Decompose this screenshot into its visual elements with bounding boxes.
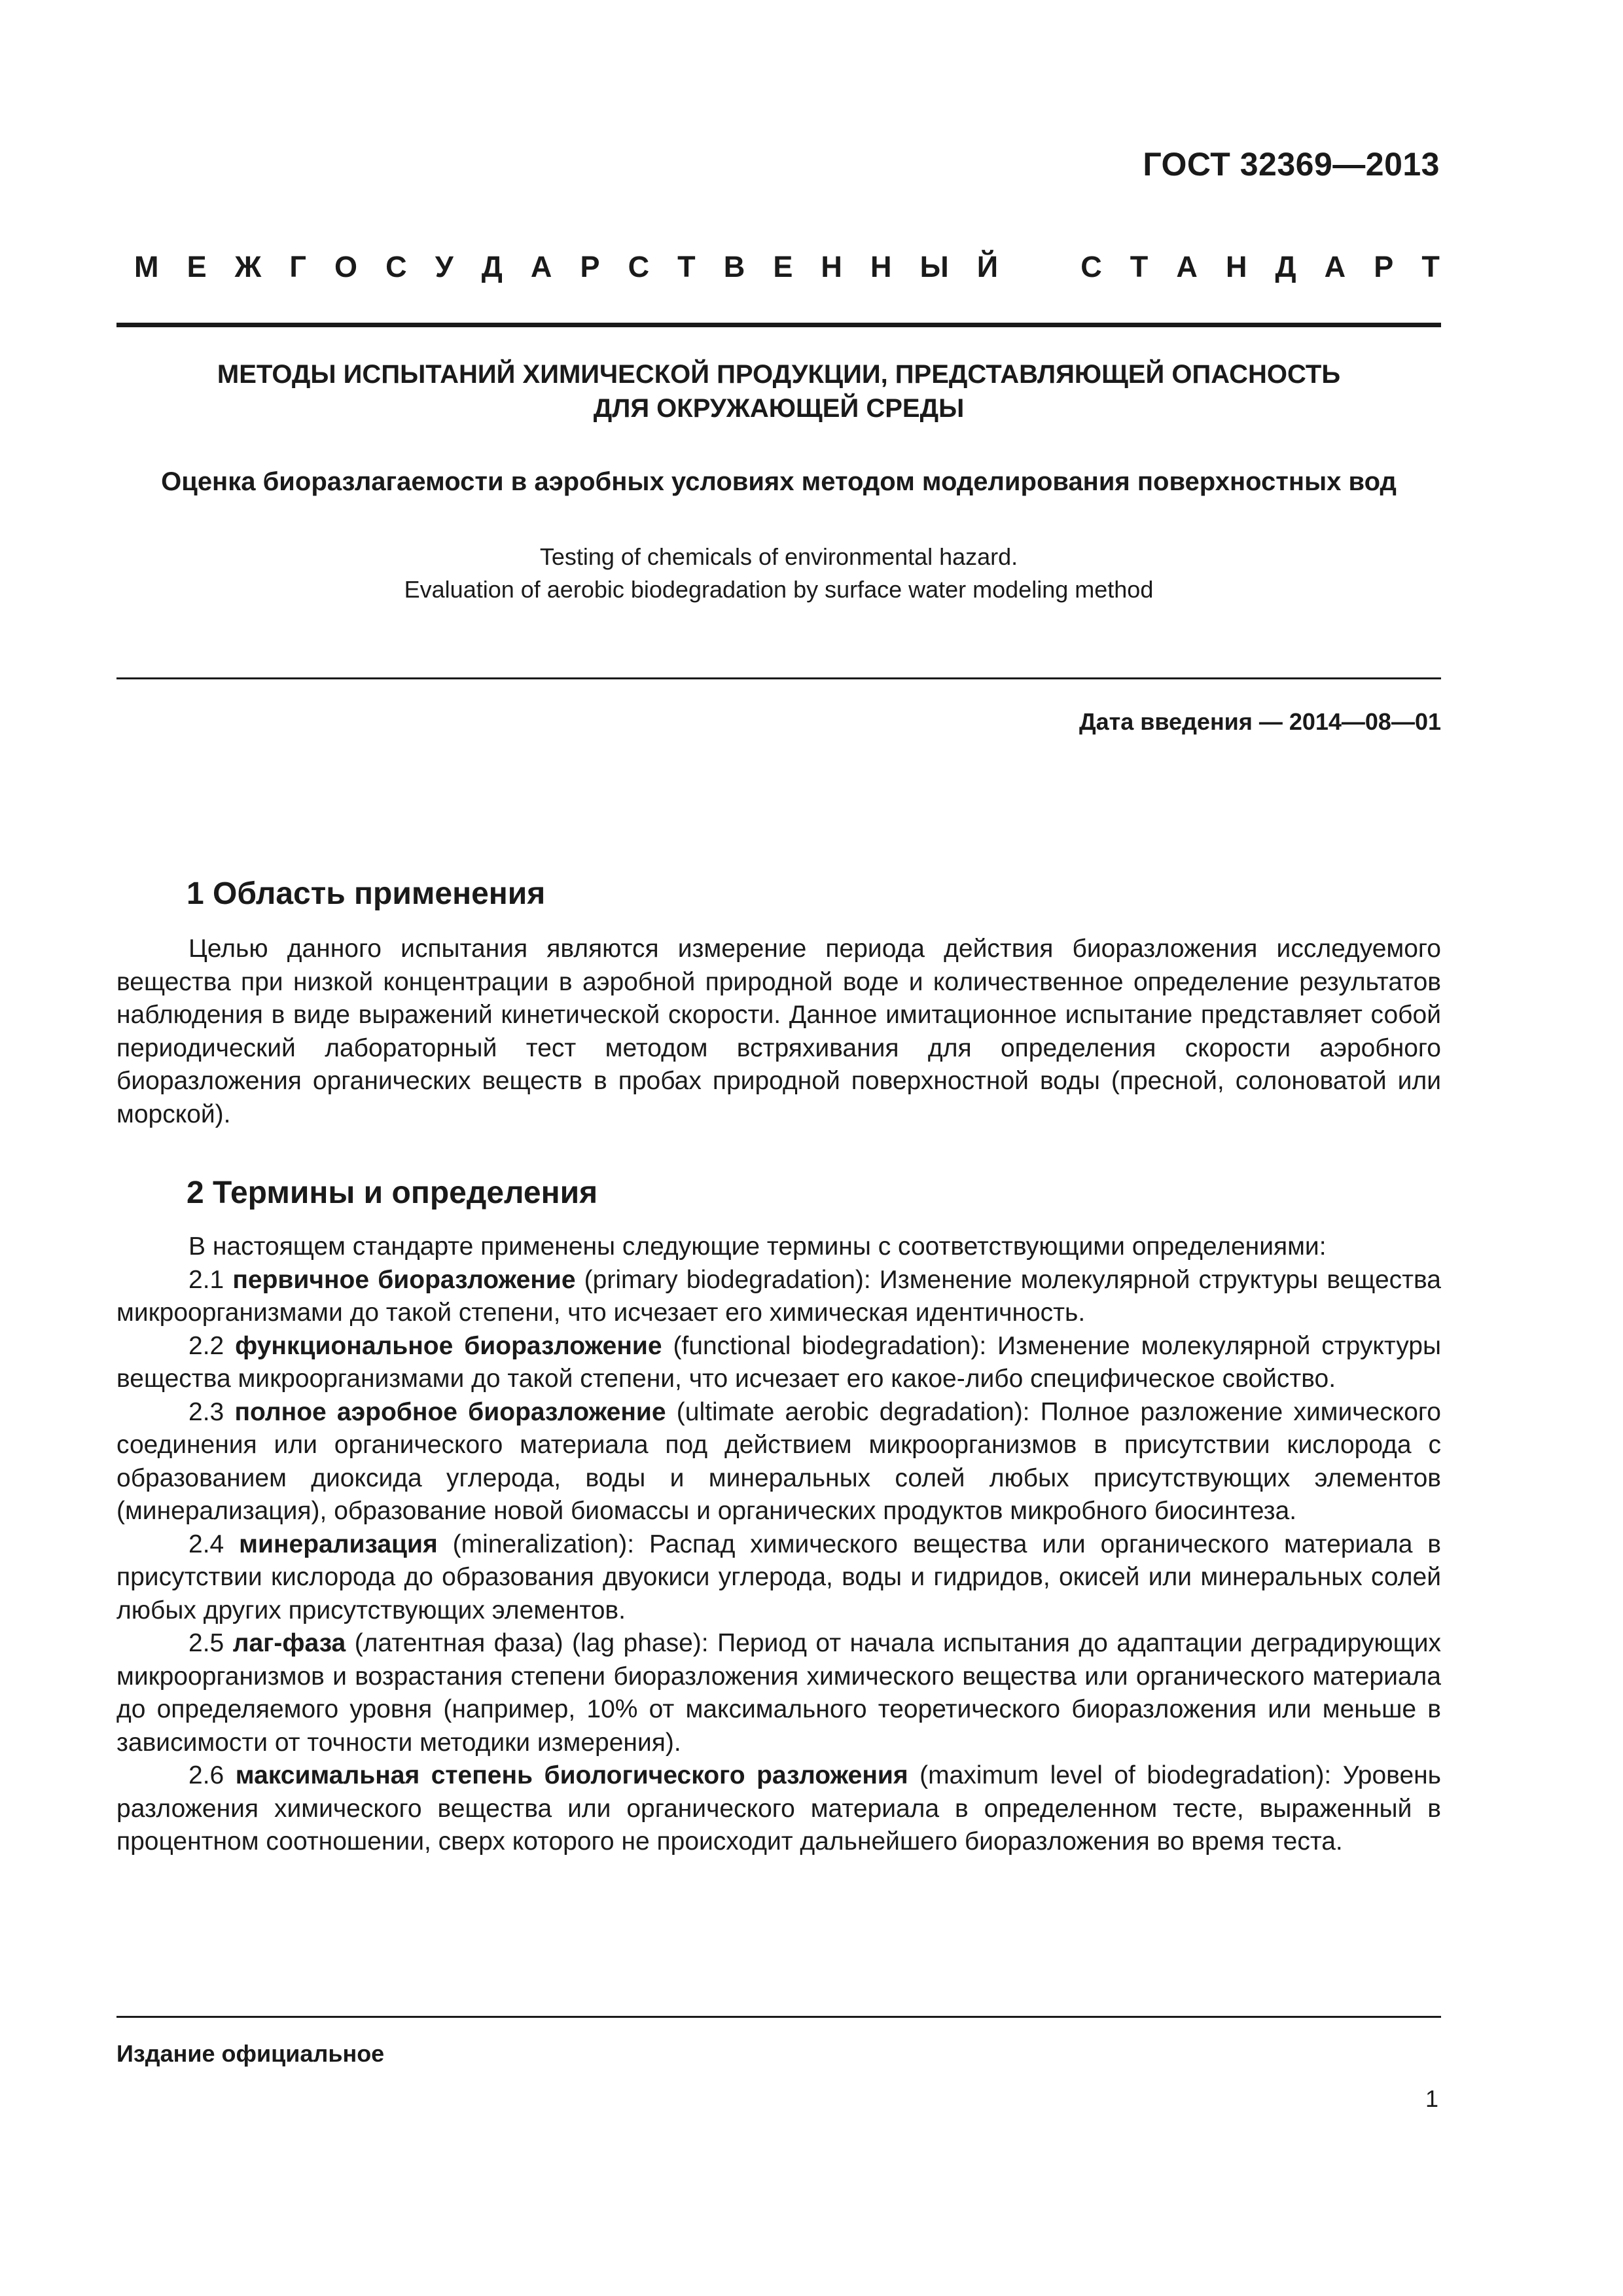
banner-letter: В	[723, 250, 745, 283]
banner-letter: Т	[1130, 250, 1149, 283]
banner-letter: Д	[481, 250, 503, 283]
banner-letter: Н	[821, 250, 842, 283]
term-number: 2.3	[188, 1397, 224, 1426]
footer-divider	[116, 2016, 1441, 2018]
banner-letter: Ж	[234, 250, 262, 283]
term-name: лаг-фаза	[232, 1629, 346, 1657]
page-number: 1	[1425, 2085, 1438, 2112]
section-heading: 2 Термины и определения	[187, 1175, 598, 1210]
term-number: 2.6	[188, 1761, 224, 1789]
term-definition	[116, 1627, 1441, 1759]
term-definition	[116, 1759, 1441, 1859]
term-name: минерализация	[239, 1530, 438, 1558]
english-title-line: Testing of chemicals of environmental hazard.	[539, 543, 1018, 570]
official-edition-label: Издание официальное	[116, 2040, 385, 2067]
banner-letter: А	[1176, 250, 1198, 283]
term-definition	[116, 1264, 1441, 1330]
term-number: 2.1	[188, 1265, 224, 1294]
banner-letter: Н	[870, 250, 892, 283]
term-text: (maximum level of biodegradation): Уровень разложения химического вещества или органического материала в определенном тесте, выраженный в процентном соотношении, сверх которого не происходит дальнейшего биоразложения во время теста.	[116, 1761, 1442, 1856]
term-definition	[116, 1396, 1441, 1528]
banner-letter: Е	[187, 250, 207, 283]
section-body	[116, 933, 1441, 1131]
term-number: 2.4	[188, 1530, 224, 1558]
section-body	[116, 1230, 1441, 1859]
banner-letter: С	[385, 250, 407, 283]
banner-letter: Н	[1225, 250, 1247, 283]
english-title-line: Evaluation of aerobic biodegradation by surface water modeling method	[404, 576, 1154, 603]
term-name: максимальная степень биологического разложения	[235, 1761, 908, 1789]
banner-letter: Р	[1374, 250, 1394, 283]
banner-letter: С	[628, 250, 650, 283]
banner-letter: Д	[1275, 250, 1296, 283]
banner-letter: А	[530, 250, 552, 283]
paragraph: В настоящем стандарте применены следующие термины с соответствующими определениями:	[188, 1232, 1327, 1261]
document-title	[116, 357, 1441, 425]
paragraph: Целью данного испытания являются измерение периода действия биоразложения исследуемого вещества при низкой концентрации в аэробной природной воде и количественное определение результатов наблюдения в виде выражений кинетической скорости. Данное имитационное испытание представляет собой периодический лабораторный тест методом встряхивания для определения скорости аэробного биоразложения органических веществ в пробах природной поверхностной воды (пресной, солоноватой или морской).	[116, 935, 1441, 1128]
banner-letter: Ы	[919, 250, 949, 283]
term-text: (functional biodegradation): Изменение молекулярной структуры вещества микроорганизмами до такой степени, что исчезает его какое-либо специфическое свойство.	[116, 1331, 1441, 1393]
interstate-standard-banner	[134, 247, 1440, 287]
banner-letter: Й	[976, 250, 999, 283]
title-line: МЕТОДЫ ИСПЫТАНИЙ ХИМИЧЕСКОЙ ПРОДУКЦИИ, ПРЕДСТАВЛЯЮЩЕЙ ОПАСНОСТЬ	[217, 360, 1341, 389]
section-heading: 1 Область применения	[187, 876, 546, 911]
banner-letter: С	[1080, 250, 1102, 283]
term-name: полное аэробное биоразложение	[234, 1397, 666, 1426]
banner-letter: Р	[580, 250, 600, 283]
document-subtitle: Оценка биоразлагаемости в аэробных условиях методом моделирования поверхностных вод	[161, 467, 1397, 496]
document-number: ГОСТ 32369—2013	[1143, 146, 1440, 183]
banner-letter: М	[134, 250, 159, 283]
term-text: (ultimate aerobic degradation): Полное разложение химического соединения или органического материала под действием микроорганизмов в присутствии кислорода с образованием диоксида углерода, воды и минеральных солей любых присутствующих элементов (минерализация), образование новой биомассы и органических продуктов микробного биосинтеза.	[116, 1397, 1441, 1525]
title-divider	[116, 677, 1441, 679]
term-name: первичное биоразложение	[232, 1265, 576, 1294]
term-definition	[116, 1528, 1441, 1628]
term-text: (primary biodegradation): Изменение молекулярной структуры вещества микроорганизмами до такой степени, что исчезает его химическая идентичность.	[116, 1265, 1441, 1327]
title-line: ДЛЯ ОКРУЖАЮЩЕЙ СРЕДЫ	[593, 394, 965, 423]
term-text: (латентная фаза) (lag phase): Период от начала испытания до адаптации деградирующих микроорганизмов и возрастания степени биоразложения химического вещества или органического материала до определяемого уровня (например, 10% от максимального теоретического биоразложения или меньше в зависимости от точности методики измерения).	[116, 1629, 1441, 1757]
english-title	[116, 541, 1441, 606]
banner-letter: Т	[677, 250, 696, 283]
banner-letter: Е	[773, 250, 793, 283]
term-definition	[116, 1330, 1441, 1396]
term-text: (mineralization): Распад химического вещества или органического материала в присутствии кислорода до образования двуокиси углерода, воды и гидридов, окисей или минеральных солей любых других присутствующих элементов.	[116, 1530, 1441, 1624]
term-number: 2.5	[188, 1629, 224, 1657]
header-divider	[116, 323, 1441, 327]
introduction-date: Дата введения — 2014—08—01	[1079, 708, 1441, 735]
banner-letter: У	[435, 250, 454, 283]
banner-letter: Т	[1421, 250, 1440, 283]
banner-letter: Г	[289, 250, 306, 283]
banner-letter: О	[334, 250, 358, 283]
banner-letter: А	[1324, 250, 1346, 283]
term-number: 2.2	[188, 1331, 224, 1360]
term-name: функциональное биоразложение	[235, 1331, 662, 1360]
